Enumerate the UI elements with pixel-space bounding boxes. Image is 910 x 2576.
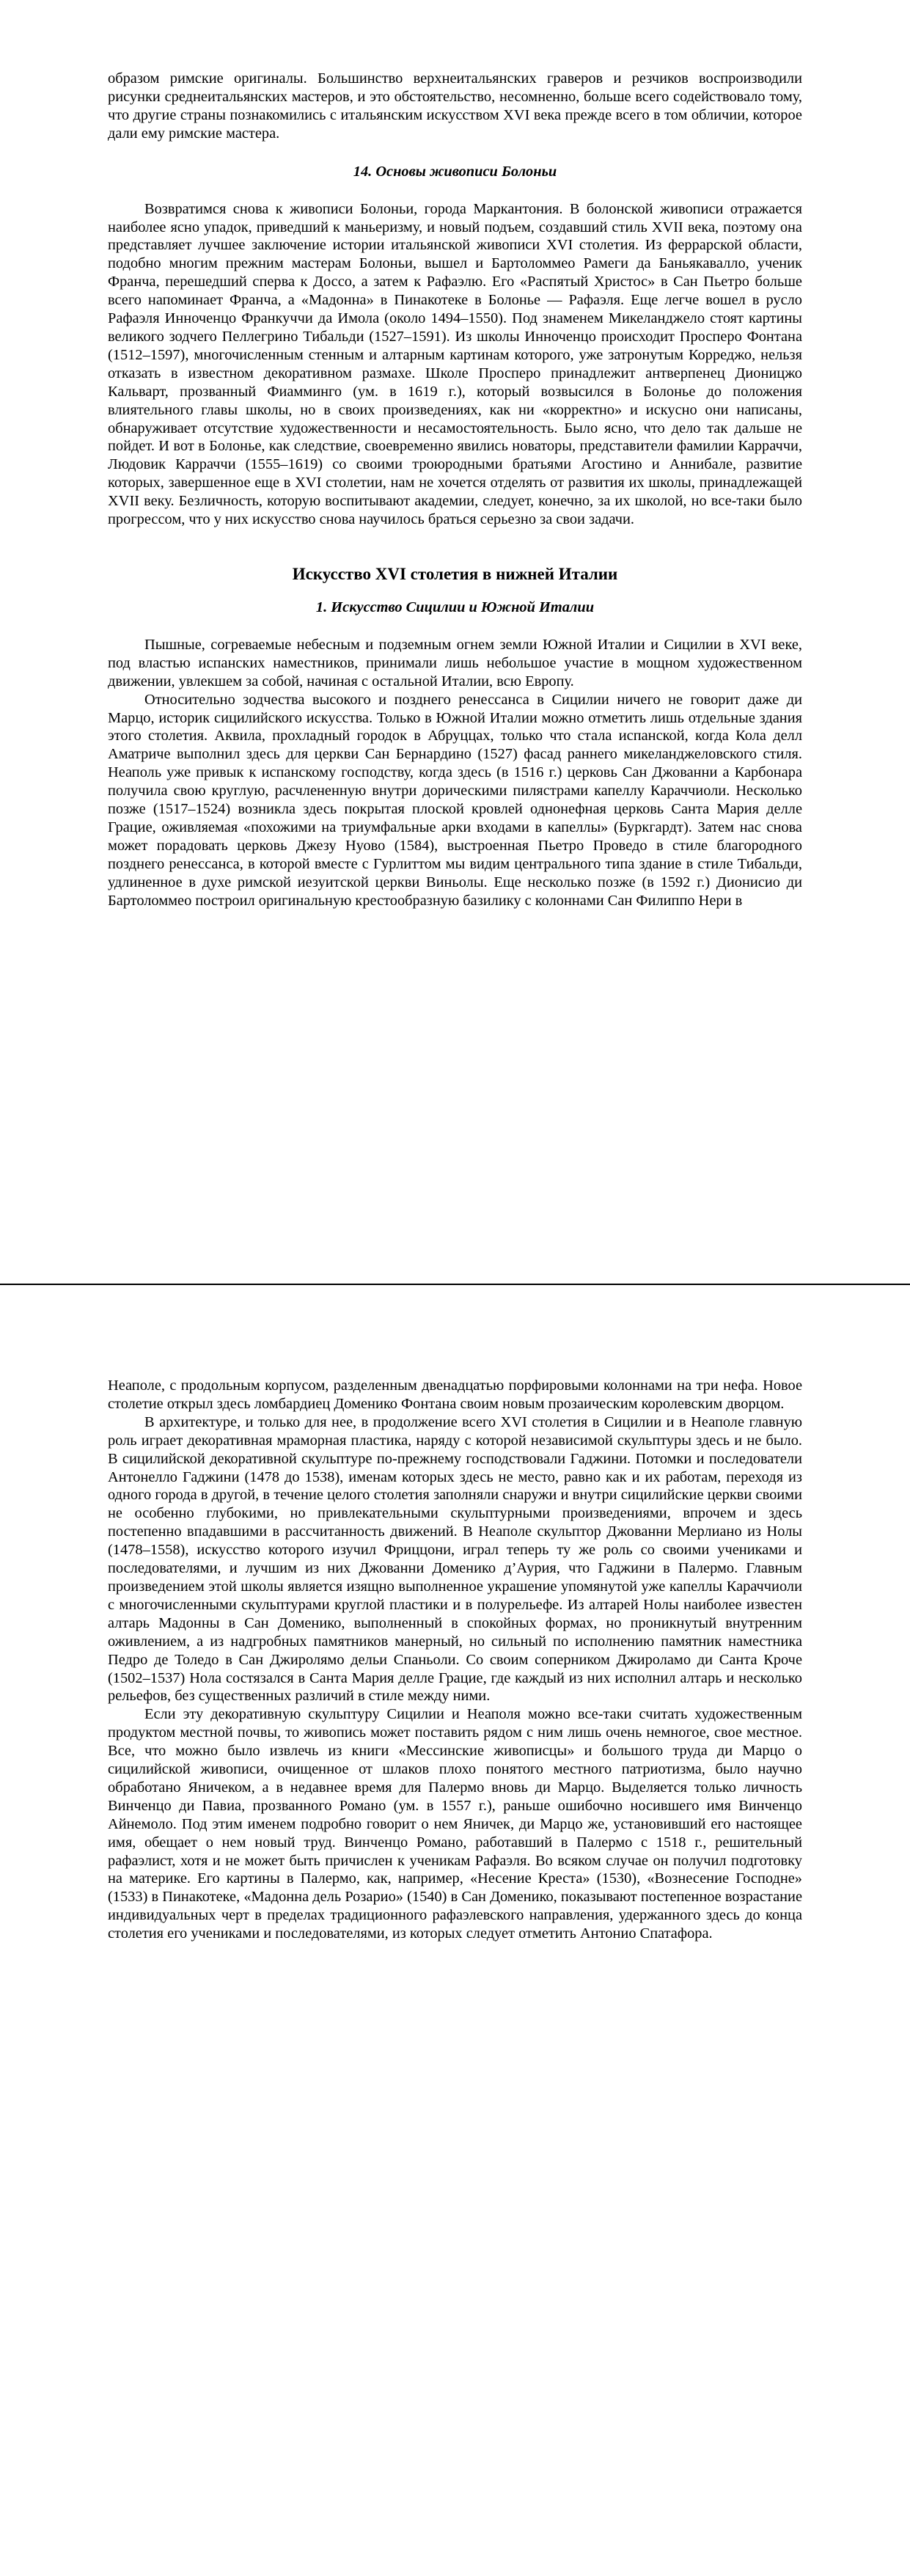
paragraph-sculpture: В архитектуре, и только для нее, в продолжение всего XVI столетия в Сицилии и в Неаполе главную роль играет декоративная мраморная пластика, наряду с которой независимой скульптуры здесь и не было. В сицилийской декоративной скульптуре по-прежнему господствовали Гаджини. Потомки и последователи Антонелло Гаджини (1478 до 1538), именам которых здесь не место, равно как и их работам, переходя из одного города в другой, в течение целого столетия заполняли снаружи и внутри сицилийские церкви своими не особенно глубокими, но привлекательными скульптурными произведениями, впрочем и здесь постепенно впадавшими в рассчитанность движений. В Неаполе скульптор Джованни Мерлиано из Нолы (1478–1558), искусство которого изучил Фриццони, играл теперь ту же роль со своими учениками и последователями, и лучшим из них Джованни Доменико д’Аурия, что Гаджини в Палермо. Главным произведением этой школы является изящно выполненное украшение упомянутой уже капеллы Караччиоли с многочисленными скульптурами круглой пластики и в полурельефе. Из алтарей Нолы наиболее известен алтарь Мадонны в Сан Доменико, выполненный в спокойных формах, но проникнутый внутренним оживлением, а из надгробных памятников манерный, но сильный по исполнению памятник наместника Педро де Толедо в Сан Джиролямо дельи Спаньоли. Со своим соперником Джироламо ди Санта Кроче (1502–1537) Нола состязался в Санта Мария делле Грацие, где каждый из них исполнил алтарь и несколько рельефов, без существенных различий в стиле между ними.	[108, 1413, 802, 1705]
paragraph-bologna: Возвратимся снова к живописи Болоньи, города Маркантония. В болонской живописи отражается наиболее ясно упадок, приведший к маньеризму, и новый подъем, создавший стиль XVII века, поэтому она представляет лучшее заключение истории итальянской живописи XVI столетия. Из феррарской области, подобно многим прежним мастерам Болоньи, вышел и Бартоломмео Рамеги да Баньякавалло, ученик Франча, перешедший сперва к Доссо, а затем к Рафаэлю. Его «Распятый Христос» в Сан Пьетро больше всего напоминает Франча, а «Мадонна» в Пинакотеке в Болонье — Рафаэля. Еще легче вошел в русло Рафаэля Инноченцо Франкуччи да Имола (около 1494–1550). Под знаменем Микеланджело стоят картины великого зодчего Пеллегрино Тибальди (1527–1591). Из школы Инноченцо происходит Просперо Фонтана (1512–1597), многочисленным стенным и алтарным картинам которого, уже затронутым Корреджо, нельзя отказать в известном декоративном размахе. Школе Просперо принадлежит антверпенец Дионицжо Кальварт, прозванный Фиамминго (ум. в 1619 г.), который возвысился в Болонье до положения влиятельного главы школы, но в своих произведениях, как ни «корректно» и искусно они написаны, обнаруживает отсутствие художественности и несамостоятельность. Было ясно, что дело так дальше не пойдет. И вот в Болонье, как следствие, своевременно явились новаторы, представители фамилии Карраччи, Людовик Карраччи (1555–1619) со своими троюродными братьями Агостино и Аннибале, развитие которых, завершенное еще в XVI столетии, нам не хочется отделять от развития их школы, принадлежащей XVII веку. Безличность, которую воспитывают академии, следует, конечно, за их школой, но все-таки было прогрессом, что у них искусство снова научилось браться серьезно за свои задачи.	[108, 200, 802, 528]
page-2	[0, 1292, 910, 2576]
section-heading-bologna: 14. Основы живописи Болоньи	[353, 163, 557, 180]
page-1-text	[108, 70, 802, 910]
paragraph-painting: Если эту декоративную скульптуру Сицилии и Неаполя можно все-таки считать художественным продуктом местной почвы, то живопись может поставить рядом с ним лишь очень немногое, свое местное. Все, что можно было извлечь из книги «Мессинские живописцы» и большого труда ди Марцо о сицилийской живописи, очищенное от шлаков плохо понятого местного патриотизма, было научно обработано Яничеком, а в недавнее время для Палермо вновь ди Марцо. Выделяется только личность Винченцо ди Павиа, прозванного Романо (ум. в 1557 г.), раньше ошибочно носившего имя Винченцо Айнемоло. Под этим именем подробно говорит о нем Яничек, ди Марцо же, установивший его настоящее имя, обещает о нем новый труд. Винченцо Романо, работавший в Палермо с 1518 г., решительный рафаэлист, хотя и не может быть причислен к ученикам Рафаэля. Во всяком случае он получил подготовку на материке. Его картины в Палермо, как, например, «Несение Креста» (1530), «Вознесение Господне» (1533) в Пинакотеке, «Мадонна дель Розарио» (1540) в Сан Доменико, показывают постепенное возрастание индивидуальных черт в пределах традиционного рафаэлевского направления, удержанного здесь до конца столетия его учениками и последователями, из которых следует отметить Антонио Спатафора.	[108, 1706, 802, 1942]
paragraph-architecture: Относительно зодчества высокого и позднего ренессанса в Сицилии ничего не говорит даже ди Марцо, историк сицилийского искусства. Только в Южной Италии можно отметить лишь отдельные здания этого столетия. Аквила, прохладный городок в Абруццах, только что стала испанской, когда Кола делл Аматриче выполнил здесь для церкви Сан Бернардино (1527) фасад раннего микеланджеловского стиля. Неаполь уже привык к испанскому господству, когда здесь (в 1516 г.) церковь Сан Джованни а Карбонара получила свою круглую, расчлененную внутри дорическими пилястрами капеллу Караччиоли. Несколько позже (1517–1524) возникла здесь покрытая плоской кровлей однонефная церковь Санта Мария делле Грацие, оживляемая «похожими на триумфальные арки входами в капеллы» (Буркгардт). Затем нас снова может порадовать церковь Джезу Нуово (1584), выстроенная Пьетро Проведо в стиле благородного позднего ренессанса, в которой вместе с Гурлиттом мы видим центрального типа здание в стиле Тибальди, удлиненное в духе римской иезуитской церкви Виньолы. Еще несколько позже (в 1592 г.) Дионисио ди Бартоломмео построил оригинальную крестообразную базилику с колоннами Сан Филиппо Нери в	[108, 691, 802, 909]
paragraph-naples-continuation: Неаполе, с продольным корпусом, разделенным двенадцатью порфировыми колоннами на три нефа. Новое столетие открыл здесь ломбардиец Доменико Фонтана своим новым прозаическим королевским дворцом.	[108, 1377, 802, 1412]
chapter-heading-lower-italy: Искусство XVI столетия в нижней Италии	[292, 564, 618, 583]
page-1	[0, 0, 910, 1284]
page-2-text	[108, 1377, 802, 1943]
paragraph-intro-south: Пышные, согреваемые небесным и подземным огнем земли Южной Италии и Сицилии в XVI веке, под властью испанских наместников, принимали лишь небольшое участие в мощном художественном движении, увлекшем за собой, начиная с остальной Италии, всю Европу.	[108, 636, 802, 689]
page-divider	[0, 1284, 910, 1292]
paragraph-continuation: образом римские оригиналы. Большинство верхнеитальянских граверов и резчиков воспроизводили рисунки среднеитальянских мастеров, и это обстоятельство, несомненно, больше всего содействовало тому, что другие страны познакомились с итальянским искусством XVI века прежде всего в том обличии, которое дали ему римские мастера.	[108, 70, 802, 142]
section-heading-sicily: 1. Искусство Сицилии и Южной Италии	[315, 599, 595, 615]
